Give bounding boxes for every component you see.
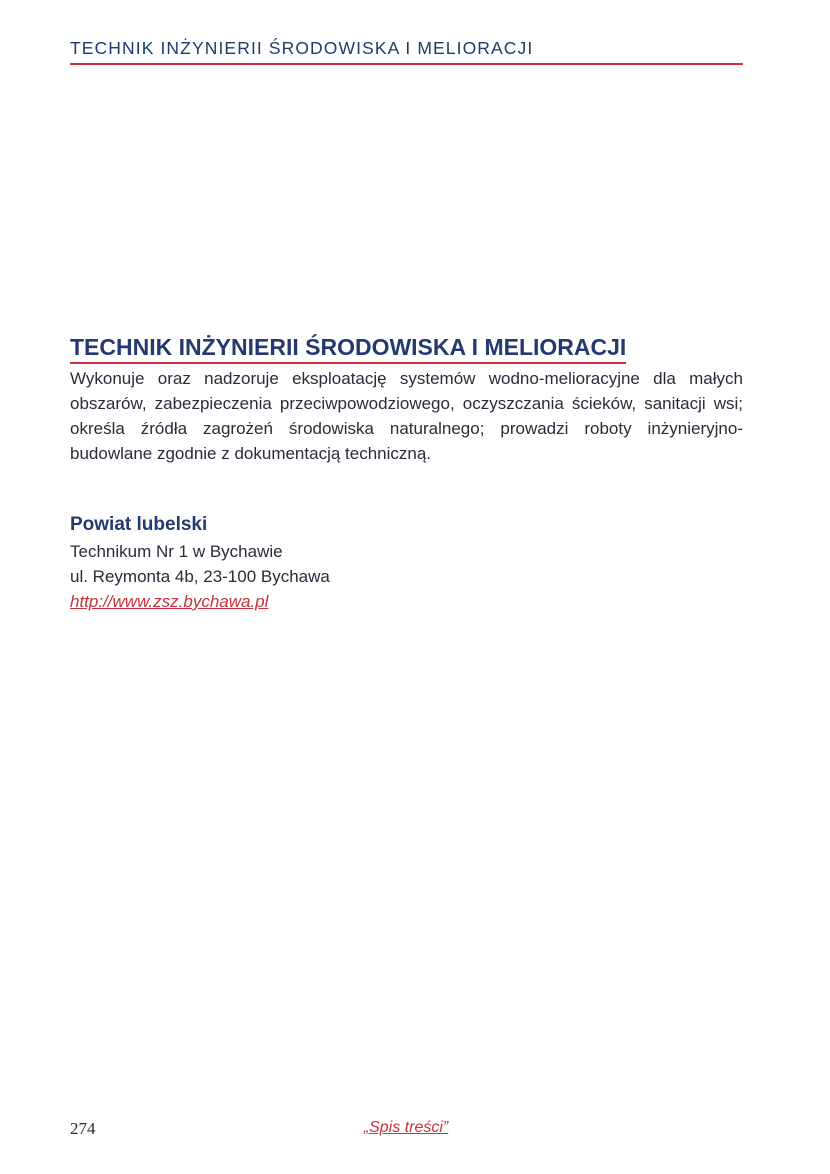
school-website-link[interactable]: http://www.zsz.bychawa.pl (70, 592, 269, 611)
running-header: TECHNIK INŻYNIERII ŚRODOWISKA I MELIORACJI (70, 38, 534, 58)
page-number: 274 (70, 1119, 96, 1138)
county-heading: Powiat lubelski (70, 514, 208, 535)
school-name: Technikum Nr 1 w Bychawie (70, 542, 283, 561)
profession-title: TECHNIK INŻYNIERII ŚRODOWISKA I MELIORACJI (70, 333, 626, 364)
header-rule (70, 63, 743, 65)
table-of-contents-link[interactable]: „Spis treści” (363, 1119, 449, 1136)
school-address: ul. Reymonta 4b, 23-100 Bychawa (70, 567, 330, 586)
school-entry (70, 512, 743, 614)
profession-section (70, 333, 743, 466)
profession-description: Wykonuje oraz nadzoruje eksploatację systemów wodno-melioracyjne dla małych obszarów, zabezpieczenia przeciwpowodziowego, oczyszczania ścieków, sanitacji wsi; określa źródła zagrożeń środowiska naturalnego; prowadzi roboty inżynieryjno-budowlane zgodnie z dokumentacją techniczną. (70, 369, 743, 463)
